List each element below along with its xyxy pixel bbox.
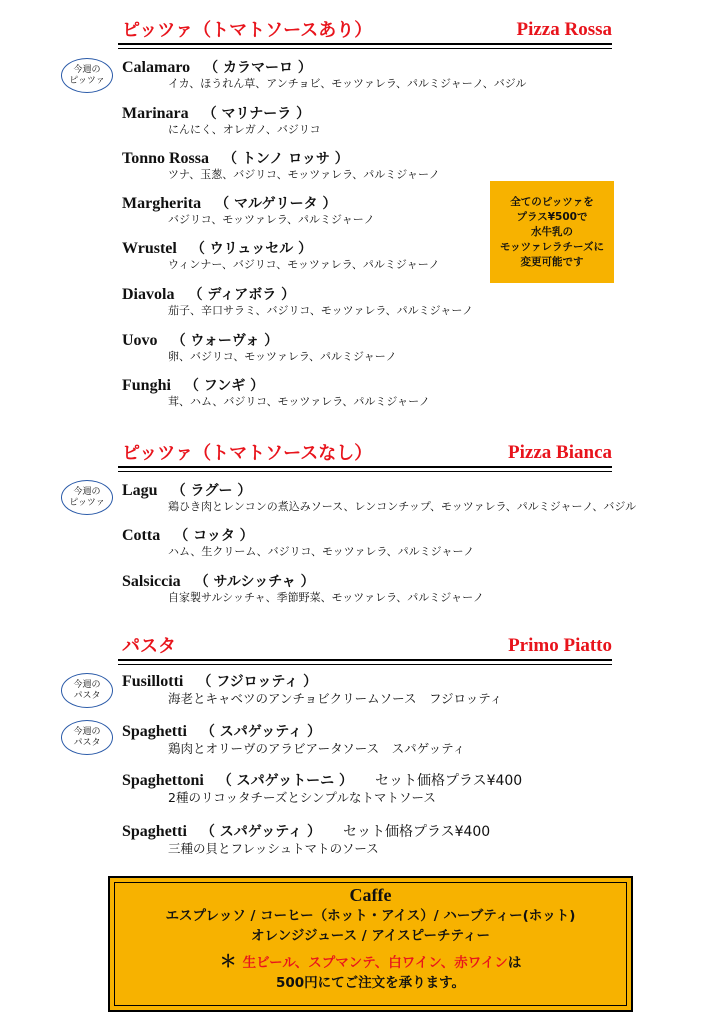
mozzarella-upgrade-notice <box>490 181 614 283</box>
item-name: Diavola <box>122 286 175 303</box>
section-title-it: Primo Piatto <box>508 635 612 656</box>
caffe-drinks-line: エスプレッソ / コーヒー（ホット・アイス）/ ハーブティー(ホット) <box>165 908 576 924</box>
menu-item <box>122 239 439 272</box>
item-name-jp: （ トンノ ロッサ ） <box>223 151 349 167</box>
menu-item <box>122 526 474 559</box>
menu-item <box>122 285 473 318</box>
caffe-drinks-line: オレンジジュース / アイスピーチティー <box>251 928 490 944</box>
divider <box>118 471 612 472</box>
item-description: バジリコ、モッツァレラ、パルミジャーノ <box>168 213 375 226</box>
caffe-box <box>108 876 633 1012</box>
item-name: Wrustel <box>122 240 177 257</box>
item-description: 茸、ハム、バジリコ、モッツァレラ、パルミジャーノ <box>168 395 430 408</box>
item-name-jp: （ ディアボラ ） <box>188 287 296 303</box>
item-name: Spaghetti <box>122 723 187 740</box>
weekly-pasta-badge <box>61 673 113 708</box>
menu-item <box>122 194 375 227</box>
menu-item <box>122 149 440 182</box>
badge-line: 今週の <box>73 726 101 737</box>
divider <box>118 664 612 665</box>
item-name-jp: （ フジロッティ ） <box>197 674 318 690</box>
section-title-it: Pizza Bianca <box>508 442 612 463</box>
menu-item <box>122 722 465 757</box>
item-name: Margherita <box>122 195 202 212</box>
item-description: イカ、ほうれん草、アンチョビ、モッツァレラ、パルミジャーノ、バジル <box>168 77 527 90</box>
item-name: Salsiccia <box>122 573 181 590</box>
item-description: 三種の貝とフレッシュトマトのソース <box>168 841 379 856</box>
menu-item <box>122 572 484 605</box>
notice-line: 変更可能です <box>520 255 584 268</box>
weekly-pizza-badge <box>61 58 113 93</box>
section-title-jp: ピッツァ（トマトソースなし） <box>122 443 373 464</box>
item-name: Calamaro <box>122 59 191 76</box>
item-name-jp: （ ウリュッセル ） <box>190 241 313 257</box>
item-name: Spaghettoni <box>122 772 204 789</box>
item-name-jp: （ スパゲッティ ） <box>200 824 321 840</box>
item-description: 鶏肉とオリーヴのアラビアータソース スパゲッティ <box>168 741 466 756</box>
section-header-pasta <box>118 632 612 660</box>
item-name: Uovo <box>122 332 158 349</box>
caffe-alcohol-note <box>220 952 522 973</box>
item-name: Tonno Rossa <box>122 150 210 167</box>
item-description: 茄子、辛口サラミ、バジリコ、モッツァレラ、パルミジャーノ <box>168 304 474 317</box>
section-title-jp: ピッツァ（トマトソースあり） <box>122 20 373 41</box>
section-header-rossa <box>118 16 612 44</box>
item-name-jp: （ カラマーロ ） <box>204 60 312 76</box>
badge-line: 今週の <box>73 679 101 690</box>
item-name: Fusillotti <box>122 673 184 690</box>
item-name-jp: （ ウォーヴォ ） <box>171 333 279 349</box>
menu-item <box>122 672 502 707</box>
divider <box>118 43 612 45</box>
item-description: ツナ、玉葱、バジリコ、モッツァレラ、パルミジャーノ <box>168 168 440 181</box>
notice-line: モッツァレラチーズに <box>499 240 605 253</box>
item-extra: セット価格プラス¥400 <box>374 773 523 789</box>
notice-line: 全てのピッツァを <box>510 195 594 208</box>
menu-item <box>122 376 430 409</box>
item-name: Funghi <box>122 377 171 394</box>
item-description: ハム、生クリーム、バジリコ、モッツァレラ、パルミジャーノ <box>168 545 475 558</box>
badge-line: パスタ <box>73 690 101 701</box>
item-name: Lagu <box>122 482 158 499</box>
menu-item <box>122 481 636 514</box>
section-header-bianca <box>118 439 612 467</box>
weekly-pasta-badge <box>61 720 113 755</box>
item-name-jp: （ コッタ ） <box>174 528 254 544</box>
section-title-it: Pizza Rossa <box>516 19 612 40</box>
item-name-jp: （ フンギ ） <box>184 378 265 394</box>
item-name-jp: （ サルシッチャ ） <box>194 574 315 590</box>
badge-line: パスタ <box>73 737 101 748</box>
item-name: Marinara <box>122 105 189 122</box>
menu-item <box>122 822 490 857</box>
item-name-jp: （ マリナーラ ） <box>202 106 311 122</box>
caffe-title: Caffe <box>349 885 392 905</box>
notice-line: プラス¥500で <box>516 210 588 223</box>
item-name: Spaghetti <box>122 823 187 840</box>
item-extra: セット価格プラス¥400 <box>342 824 491 840</box>
weekly-pizza-badge <box>61 480 113 515</box>
item-description: 卵、バジリコ、モッツァレラ、パルミジャーノ <box>168 350 397 363</box>
item-name-jp: （ スパゲッティ ） <box>200 724 321 740</box>
item-description: 鶏ひき肉とレンコンの煮込みソース、レンコンチップ、モッツァレラ、パルミジャーノ、バジル <box>168 500 637 513</box>
item-description: にんにく、オレガノ、バジリコ <box>168 123 321 136</box>
divider <box>118 48 612 49</box>
badge-line: ピッツァ <box>69 497 105 508</box>
asterisk-icon: ＊ <box>219 952 237 972</box>
caffe-price-note: 500円にてご注文を承ります。 <box>275 975 466 991</box>
menu-item <box>122 771 522 806</box>
notice-line: 水牛乳の <box>531 225 573 238</box>
item-description: 2種のリコッタチーズとシンプルなトマトソース <box>168 790 436 805</box>
item-name: Cotta <box>122 527 161 544</box>
note-suffix: は <box>507 955 522 971</box>
badge-line: 今週の <box>73 64 101 75</box>
item-description: 自家製サルシッチャ、季節野菜、モッツァレラ、パルミジャーノ <box>168 591 484 604</box>
item-description: 海老とキャベツのアンチョビクリームソース フジロッティ <box>168 691 503 706</box>
caffe-inner-frame <box>114 882 627 1006</box>
item-name-jp: （ スパゲットーニ ） <box>217 773 353 789</box>
menu-item <box>122 104 321 137</box>
divider <box>118 659 612 661</box>
item-description: ウィンナー、バジリコ、モッツァレラ、パルミジャーノ <box>168 258 440 271</box>
menu-item <box>122 331 397 364</box>
badge-line: ピッツァ <box>69 75 105 86</box>
menu-item <box>122 58 526 91</box>
section-title-jp: パスタ <box>122 636 176 657</box>
item-name-jp: （ ラグー ） <box>171 483 252 499</box>
item-name-jp: （ マルゲリータ ） <box>215 196 337 212</box>
badge-line: 今週の <box>73 486 101 497</box>
divider <box>118 466 612 468</box>
alcohol-list: 生ビール、スプマンテ、白ワイン、赤ワイン <box>242 955 508 971</box>
